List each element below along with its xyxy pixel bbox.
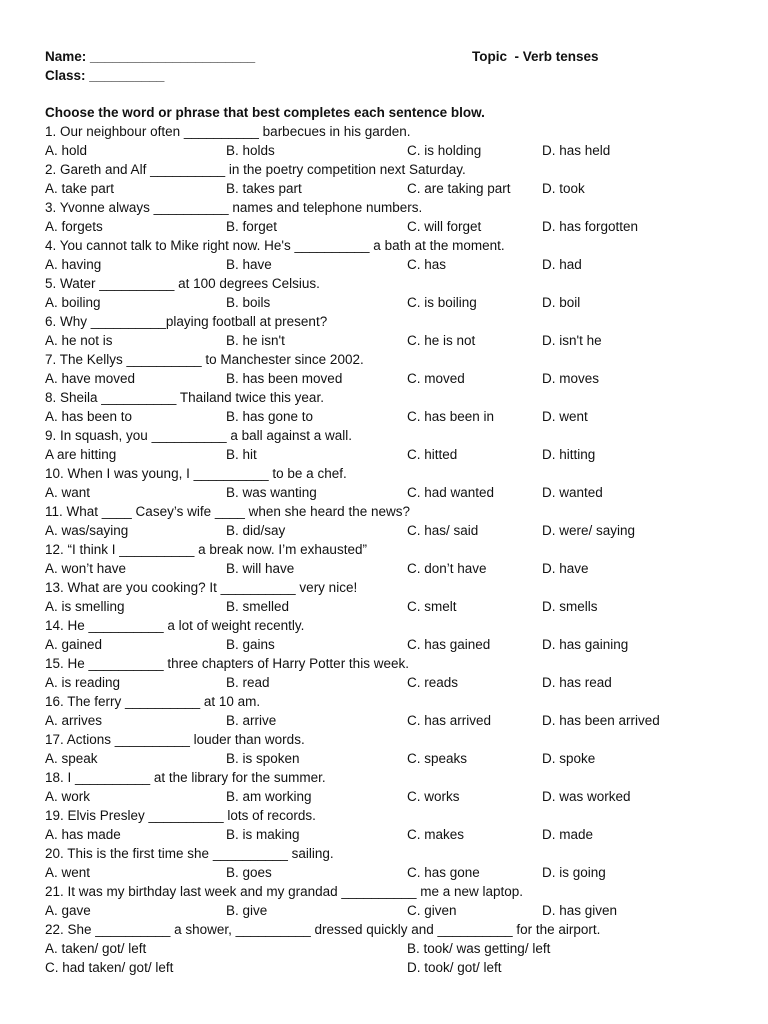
option-d: D. has been arrived [542, 713, 660, 728]
option-c: C. has arrived [407, 713, 492, 728]
option-row [45, 407, 735, 426]
question-text: 17. Actions __________ louder than words. [45, 732, 305, 747]
question-text: 21. It was my birthday last week and my grandad __________ me a new laptop. [45, 884, 524, 899]
question-item [45, 844, 735, 882]
class-field: Class: __________ [45, 68, 165, 83]
option-b: B. is spoken [226, 751, 300, 766]
option-d: D. smells [542, 599, 598, 614]
option-d: D. has forgotten [542, 219, 639, 234]
option-b: B. am working [226, 789, 312, 804]
option-b: B. is making [226, 827, 300, 842]
option-a: A. won’t have [45, 561, 127, 576]
option-a: A. is reading [45, 675, 121, 690]
option-c: C. has been in [407, 409, 495, 424]
option-d: D. took [542, 181, 585, 196]
question-text: 15. He __________ three chapters of Harry Potter this week. [45, 656, 409, 671]
option-c: C. smelt [407, 599, 457, 614]
question-item [45, 730, 735, 768]
question-item [45, 806, 735, 844]
worksheet-header [45, 47, 735, 84]
question-item [45, 616, 735, 654]
option-c: C. are taking part [407, 181, 511, 196]
instructions: Choose the word or phrase that best completes each sentence blow. [45, 105, 485, 120]
option-b: B. smelled [226, 599, 290, 614]
question-text: 6. Why __________playing football at present? [45, 314, 328, 329]
option-b: B. has been moved [226, 371, 343, 386]
option-row [45, 331, 735, 350]
option-row [45, 711, 735, 730]
option-a: A. want [45, 485, 91, 500]
name-field: Name: ______________________ [45, 49, 256, 64]
option-d: D. has given [542, 903, 618, 918]
option-row [45, 293, 735, 312]
option-c: C. had taken/ got/ left [45, 960, 174, 975]
option-b: B. was wanting [226, 485, 317, 500]
option-c: C. moved [407, 371, 465, 386]
option-d: D. made [542, 827, 594, 842]
question-text: 3. Yvonne always __________ names and telephone numbers. [45, 200, 423, 215]
option-b: B. give [226, 903, 268, 918]
option-row [45, 863, 735, 882]
question-text: 13. What are you cooking? It __________ very nice! [45, 580, 358, 595]
question-item [45, 198, 735, 236]
option-row [45, 958, 735, 977]
question-text: 9. In squash, you __________ a ball against a wall. [45, 428, 352, 443]
option-a: A. speak [45, 751, 98, 766]
option-d: D. boil [542, 295, 581, 310]
question-text: 2. Gareth and Alf __________ in the poetry competition next Saturday. [45, 162, 466, 177]
question-text: 14. He __________ a lot of weight recently. [45, 618, 305, 633]
option-c: C. is boiling [407, 295, 477, 310]
option-a: A. has been to [45, 409, 133, 424]
question-item [45, 768, 735, 806]
option-c: C. has [407, 257, 447, 272]
option-row [45, 901, 735, 920]
option-b: B. takes part [226, 181, 302, 196]
option-row [45, 217, 735, 236]
option-c: C. has gone [407, 865, 480, 880]
question-text: 1. Our neighbour often __________ barbecues in his garden. [45, 124, 411, 139]
option-b: B. goes [226, 865, 272, 880]
option-b: B. hit [226, 447, 257, 462]
option-b: B. holds [226, 143, 275, 158]
option-a: A. boiling [45, 295, 101, 310]
option-a: A. take part [45, 181, 115, 196]
option-a: A. have moved [45, 371, 136, 386]
option-b: B. have [226, 257, 272, 272]
question-text: 18. I __________ at the library for the summer. [45, 770, 326, 785]
option-c: C. reads [407, 675, 459, 690]
option-a: A. gained [45, 637, 103, 652]
option-row [45, 483, 735, 502]
option-d: D. have [542, 561, 589, 576]
option-d: D. wanted [542, 485, 603, 500]
option-b: B. gains [226, 637, 275, 652]
option-a: A. gave [45, 903, 91, 918]
option-d: D. went [542, 409, 588, 424]
option-c: C. makes [407, 827, 465, 842]
option-b: B. boils [226, 295, 271, 310]
question-item [45, 274, 735, 312]
question-text: 16. The ferry __________ at 10 am. [45, 694, 261, 709]
question-item [45, 654, 735, 692]
question-item [45, 578, 735, 616]
question-text: 10. When I was young, I __________ to be a chef. [45, 466, 347, 481]
option-a: A. has made [45, 827, 121, 842]
worksheet [45, 47, 735, 977]
option-d: D. had [542, 257, 582, 272]
question-item [45, 312, 735, 350]
option-row [45, 369, 735, 388]
question-text: 11. What ____ Casey’s wife ____ when she heard the news? [45, 504, 410, 519]
question-list [45, 122, 735, 920]
question-item [45, 464, 735, 502]
question-item [45, 122, 735, 160]
option-row [45, 597, 735, 616]
option-b: B. did/say [226, 523, 286, 538]
option-d: D. has held [542, 143, 611, 158]
option-d: D. hitting [542, 447, 596, 462]
question-text: 8. Sheila __________ Thailand twice this year. [45, 390, 324, 405]
option-row [45, 749, 735, 768]
option-c: C. don’t have [407, 561, 487, 576]
option-c: C. has/ said [407, 523, 479, 538]
option-d: D. moves [542, 371, 600, 386]
option-c: C. has gained [407, 637, 491, 652]
option-c: C. given [407, 903, 457, 918]
option-a: A. arrives [45, 713, 103, 728]
question-text: 4. You cannot talk to Mike right now. He's __________ a bath at the moment. [45, 238, 505, 253]
option-a: A. work [45, 789, 91, 804]
option-b: B. arrive [226, 713, 277, 728]
option-d: D. was worked [542, 789, 631, 804]
option-d: D. spoke [542, 751, 596, 766]
option-d: D. has read [542, 675, 612, 690]
question-text: 19. Elvis Presley __________ lots of records. [45, 808, 316, 823]
question-text: 12. “I think I __________ a break now. I’m exhausted” [45, 542, 367, 557]
option-row [45, 179, 735, 198]
option-row [45, 255, 735, 274]
option-d: D. took/ got/ left [407, 960, 502, 975]
question-item [45, 502, 735, 540]
question-text: 5. Water __________ at 100 degrees Celsius. [45, 276, 320, 291]
option-d: D. has gaining [542, 637, 629, 652]
question-item [45, 426, 735, 464]
option-c: C. had wanted [407, 485, 495, 500]
option-a: A. he not is [45, 333, 113, 348]
option-row [45, 825, 735, 844]
question-item [45, 388, 735, 426]
option-a: A. is smelling [45, 599, 125, 614]
option-c: C. hitted [407, 447, 458, 462]
option-c: C. speaks [407, 751, 468, 766]
option-a: A. taken/ got/ left [45, 941, 147, 956]
option-row [45, 673, 735, 692]
option-row [45, 445, 735, 464]
question-text: 20. This is the first time she __________ sailing. [45, 846, 334, 861]
option-c: C. he is not [407, 333, 476, 348]
option-a: A. was/saying [45, 523, 129, 538]
option-c: C. works [407, 789, 460, 804]
question-item [45, 692, 735, 730]
option-b: B. will have [226, 561, 295, 576]
option-row [45, 635, 735, 654]
option-row [45, 939, 735, 958]
option-c: C. will forget [407, 219, 482, 234]
option-row [45, 787, 735, 806]
question-text: 22. She __________ a shower, __________ dressed quickly and __________ for the airport. [45, 922, 601, 937]
question-item [45, 236, 735, 274]
option-b: B. has gone to [226, 409, 314, 424]
question-22 [45, 920, 735, 977]
option-b: B. took/ was getting/ left [407, 941, 551, 956]
option-b: B. read [226, 675, 270, 690]
option-d: D. is going [542, 865, 606, 880]
option-a: A. hold [45, 143, 88, 158]
option-a: A. having [45, 257, 102, 272]
option-b: B. forget [226, 219, 278, 234]
question-item [45, 540, 735, 578]
question-item [45, 350, 735, 388]
option-row [45, 521, 735, 540]
option-d: D. isn't he [542, 333, 602, 348]
option-a: A. went [45, 865, 91, 880]
topic-label: Topic - Verb tenses [472, 49, 599, 64]
option-a: A. forgets [45, 219, 103, 234]
question-text: 7. The Kellys __________ to Manchester since 2002. [45, 352, 364, 367]
option-row [45, 141, 735, 160]
option-d: D. were/ saying [542, 523, 636, 538]
option-row [45, 559, 735, 578]
option-c: C. is holding [407, 143, 482, 158]
option-b: B. he isn't [226, 333, 285, 348]
question-item [45, 882, 735, 920]
option-a: A are hitting [45, 447, 117, 462]
question-item [45, 160, 735, 198]
